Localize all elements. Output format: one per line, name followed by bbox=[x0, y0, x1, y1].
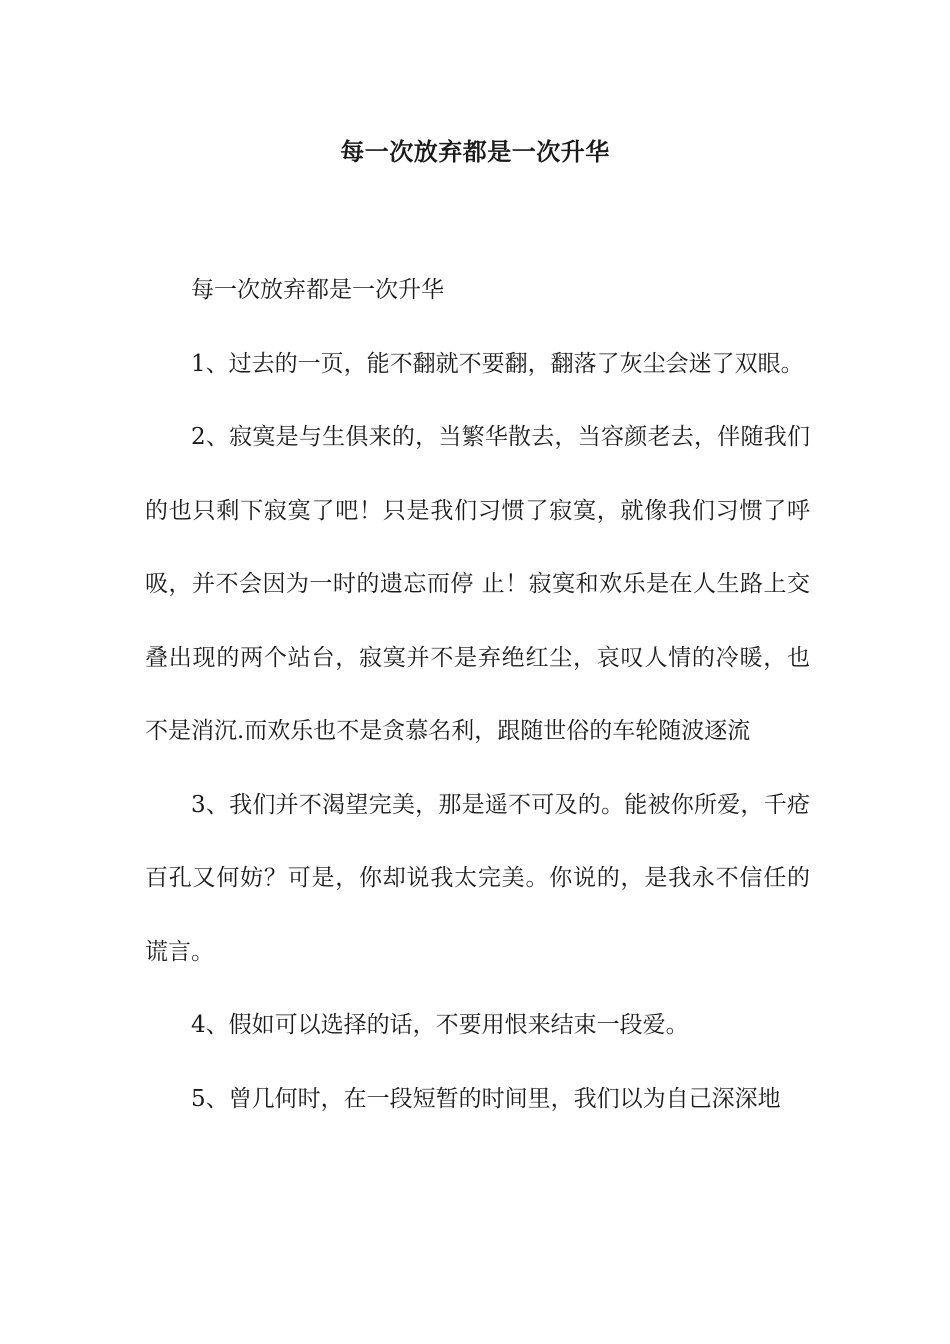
paragraph-heading: 每一次放弃都是一次升华 bbox=[191, 277, 444, 303]
document-title: 每一次放弃都是一次升华 bbox=[340, 137, 610, 166]
paragraph-5: 5、曾几何时，在一段短暂的时间里，我们以为自己深深地 bbox=[191, 1085, 781, 1112]
paragraph-4: 4、假如可以选择的话，不要用恨来结束一段爱。 bbox=[191, 1012, 689, 1038]
document-body bbox=[145, 254, 810, 1136]
paragraph-3: 3、我们并不渴望完美，那是遥不可及的。能被你所爱，千疮百孔又何妨？可是，你却说我太完美。你说的，是我永不信任的谎言。 bbox=[145, 791, 810, 965]
paragraph-1: 1、过去的一页，能不翻就不要翻，翻落了灰尘会迷了双眼。 bbox=[191, 350, 804, 377]
paragraph-2: 2、寂寞是与生俱来的，当繁华散去，当容颜老去，伴随我们的也只剩下寂寞了吧！只是我们习惯了寂寞，就像我们习惯了呼吸，并不会因为一时的遗忘而停 止！寂寞和欢乐是在人生路上交叠出现的两个站台，寂寞并不是弃绝红尘，哀叹人情的冷暖，也不是消沉.而欢乐也不是贪慕名利，跟随世俗的车轮随波逐流 bbox=[145, 424, 810, 744]
